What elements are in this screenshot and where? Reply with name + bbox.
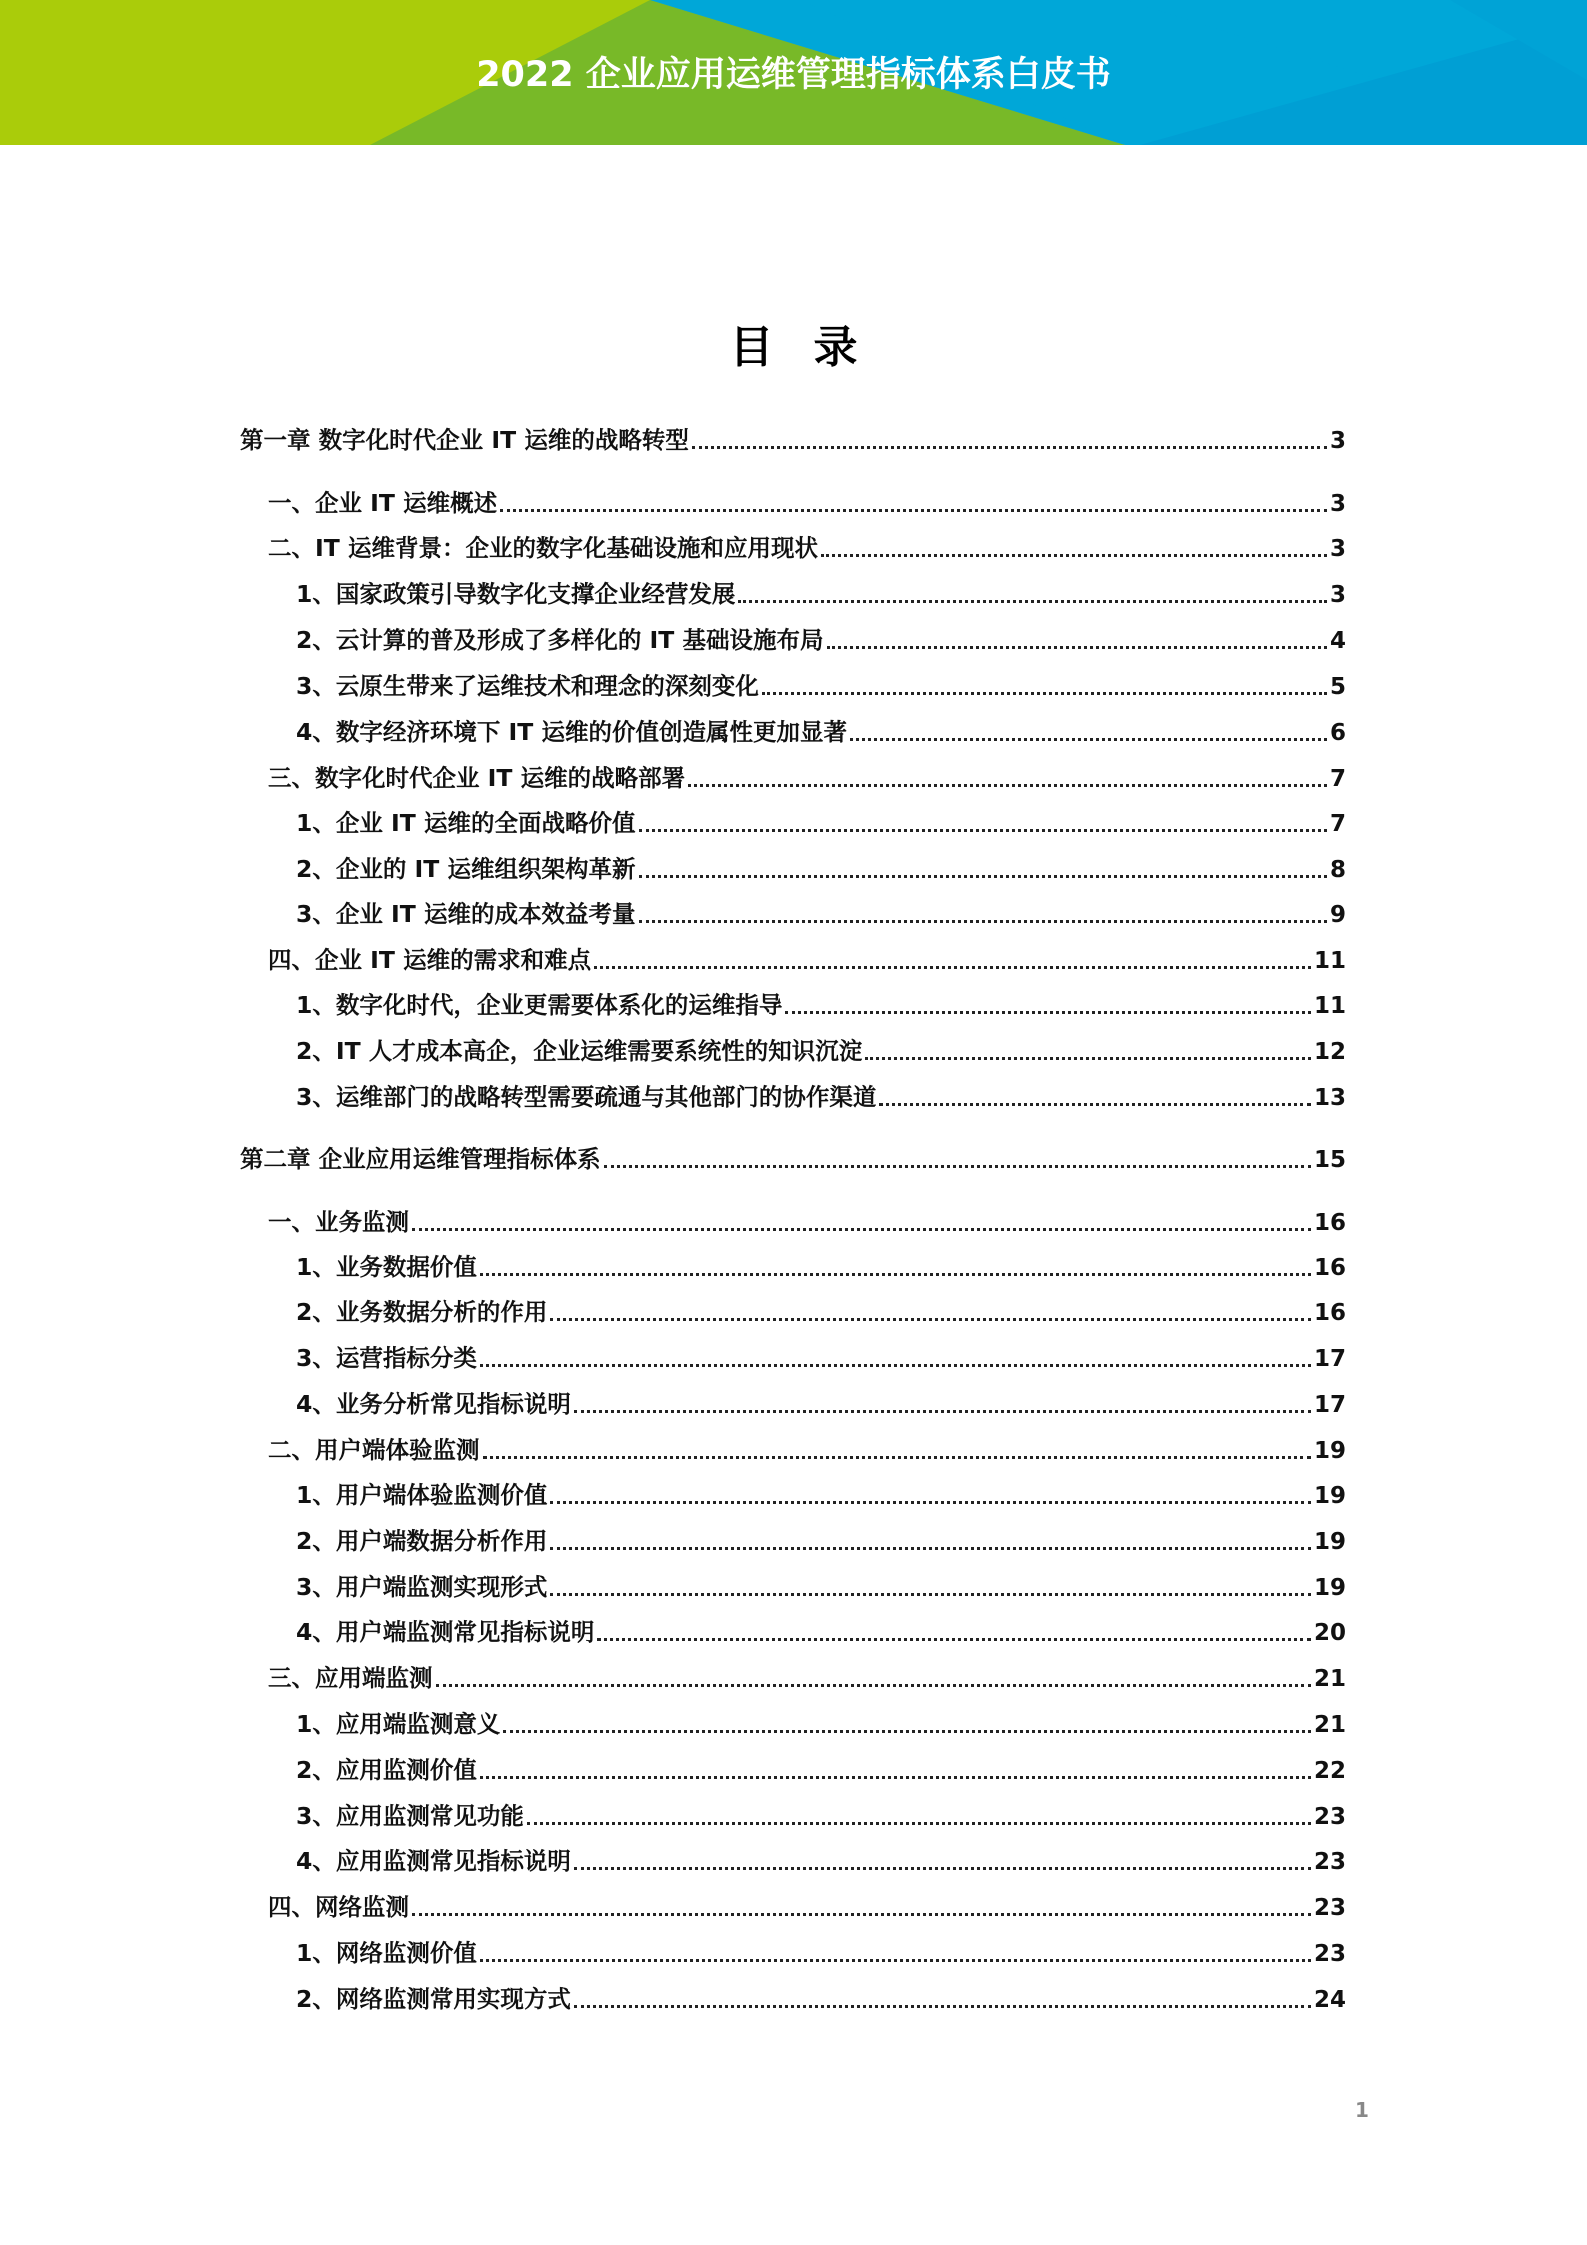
- toc-entry-label: 4、业务分析常见指标说明: [296, 1390, 571, 1418]
- toc-subsection-entry[interactable]: [296, 1035, 1346, 1068]
- dot-leader: [879, 1103, 1311, 1106]
- toc-subsection-entry[interactable]: [296, 1845, 1346, 1878]
- toc-section-entry[interactable]: [268, 944, 1346, 977]
- toc-entry-page: 20: [1313, 1620, 1346, 1646]
- toc-entry-page: 12: [1313, 1039, 1346, 1065]
- toc-section-entry[interactable]: [268, 1206, 1346, 1239]
- toc-subsection-entry[interactable]: [296, 1525, 1346, 1558]
- dot-leader: [597, 1638, 1311, 1641]
- dot-leader: [412, 1228, 1311, 1231]
- toc-subsection-entry[interactable]: [296, 1708, 1346, 1741]
- toc-entry-label: 2、企业的 IT 运维组织架构革新: [296, 855, 636, 883]
- dot-leader: [865, 1057, 1311, 1060]
- dot-leader: [503, 1730, 1311, 1733]
- toc-entry-page: 11: [1313, 948, 1346, 974]
- toc-entry-label: 二、用户端体验监测: [268, 1436, 480, 1464]
- toc-entry-label: 四、企业 IT 运维的需求和难点: [268, 946, 592, 974]
- dot-leader: [639, 920, 1327, 923]
- toc-section-entry[interactable]: [268, 487, 1346, 520]
- toc-subsection-entry[interactable]: [296, 1388, 1346, 1421]
- dot-leader: [762, 692, 1327, 695]
- dot-leader: [785, 1011, 1311, 1014]
- toc-entry-page: 23: [1313, 1804, 1346, 1830]
- page-number: 1: [1355, 2098, 1369, 2122]
- toc-entry-label: 三、数字化时代企业 IT 运维的战略部署: [268, 764, 686, 792]
- toc-entry-page: 5: [1329, 674, 1346, 700]
- toc-entry-label: 1、企业 IT 运维的全面战略价值: [296, 809, 636, 837]
- toc-entry-label: 3、运维部门的战略转型需要疏通与其他部门的协作渠道: [296, 1083, 877, 1111]
- toc-entry-label: 1、业务数据价值: [296, 1253, 477, 1281]
- toc-entry-label: 3、企业 IT 运维的成本效益考量: [296, 900, 636, 928]
- toc-subsection-entry[interactable]: [296, 1251, 1346, 1284]
- toc-entry-page: 17: [1313, 1346, 1346, 1372]
- toc-entry-page: 3: [1329, 536, 1346, 562]
- dot-leader: [527, 1822, 1311, 1825]
- toc-subsection-entry[interactable]: [296, 898, 1346, 931]
- toc-subsection-entry[interactable]: [296, 1479, 1346, 1512]
- toc-entry-page: 11: [1313, 993, 1346, 1019]
- dot-leader: [480, 1273, 1311, 1276]
- toc-entry-label: 第二章 企业应用运维管理指标体系: [240, 1145, 601, 1173]
- toc-entry-page: 16: [1313, 1255, 1346, 1281]
- toc-subsection-entry[interactable]: [296, 1081, 1346, 1114]
- toc-subsection-entry[interactable]: [296, 670, 1346, 703]
- toc-entry-page: 3: [1329, 491, 1346, 517]
- toc-entry-label: 1、用户端体验监测价值: [296, 1481, 548, 1509]
- toc-entry-page: 21: [1313, 1712, 1346, 1738]
- dot-leader: [550, 1593, 1311, 1596]
- toc-subsection-entry[interactable]: [296, 1800, 1346, 1833]
- document-header-banner: [0, 0, 1587, 145]
- toc-entry-page: 19: [1313, 1529, 1346, 1555]
- dot-leader: [483, 1456, 1311, 1459]
- toc-entry-label: 3、用户端监测实现形式: [296, 1573, 548, 1601]
- toc-entry-page: 9: [1329, 902, 1346, 928]
- toc-entry-label: 1、网络监测价值: [296, 1939, 477, 1967]
- toc-section-entry[interactable]: [268, 762, 1346, 795]
- toc-entry-label: 1、应用端监测意义: [296, 1710, 501, 1738]
- toc-entry-label: 4、数字经济环境下 IT 运维的价值创造属性更加显著: [296, 718, 847, 746]
- toc-subsection-entry[interactable]: [296, 1754, 1346, 1787]
- toc-entry-page: 3: [1329, 582, 1346, 608]
- toc-section-entry[interactable]: [268, 1891, 1346, 1924]
- toc-subsection-entry[interactable]: [296, 1937, 1346, 1970]
- dot-leader: [550, 1318, 1311, 1321]
- toc-entry-page: 16: [1313, 1210, 1346, 1236]
- dot-leader: [480, 1776, 1311, 1779]
- toc-section-entry[interactable]: [268, 532, 1346, 565]
- dot-leader: [550, 1547, 1311, 1550]
- toc-entry-page: 22: [1313, 1758, 1346, 1784]
- toc-entry-page: 7: [1329, 766, 1346, 792]
- dot-leader: [738, 600, 1327, 603]
- toc-entry-label: 2、应用监测价值: [296, 1756, 477, 1784]
- toc-subsection-entry[interactable]: [296, 807, 1346, 840]
- toc-entry-page: 23: [1313, 1941, 1346, 1967]
- toc-subsection-entry[interactable]: [296, 1983, 1346, 2016]
- toc-entry-label: 二、IT 运维背景：企业的数字化基础设施和应用现状: [268, 534, 818, 562]
- toc-subsection-entry[interactable]: [296, 1296, 1346, 1329]
- toc-entry-page: 3: [1329, 428, 1346, 454]
- toc-entry-label: 四、网络监测: [268, 1893, 409, 1921]
- toc-entry-page: 17: [1313, 1392, 1346, 1418]
- document-header-title: 2022 企业应用运维管理指标体系白皮书: [476, 55, 1111, 95]
- toc-entry-label: 2、业务数据分析的作用: [296, 1298, 548, 1326]
- toc-entry-page: 13: [1313, 1085, 1346, 1111]
- dot-leader: [692, 446, 1327, 449]
- toc-entry-label: 2、IT 人才成本高企，企业运维需要系统性的知识沉淀: [296, 1037, 863, 1065]
- dot-leader: [827, 646, 1327, 649]
- dot-leader: [850, 738, 1327, 741]
- toc-entry-page: 21: [1313, 1666, 1346, 1692]
- dot-leader: [574, 1410, 1311, 1413]
- toc-entry-label: 1、数字化时代，企业更需要体系化的运维指导: [296, 991, 783, 1019]
- toc-entry-label: 一、企业 IT 运维概述: [268, 489, 498, 517]
- toc-subsection-entry[interactable]: [296, 1571, 1346, 1604]
- toc-entry-label: 一、业务监测: [268, 1208, 409, 1236]
- toc-chapter-entry[interactable]: [240, 424, 1346, 457]
- toc-entry-page: 23: [1313, 1849, 1346, 1875]
- toc-chapter-entry[interactable]: [240, 1143, 1346, 1176]
- toc-entry-page: 8: [1329, 857, 1346, 883]
- dot-leader: [594, 966, 1311, 969]
- dot-leader: [574, 1867, 1311, 1870]
- dot-leader: [639, 875, 1327, 878]
- toc-entry-page: 19: [1313, 1575, 1346, 1601]
- toc-entry-page: 16: [1313, 1300, 1346, 1326]
- toc-entry-label: 三、应用端监测: [268, 1664, 433, 1692]
- toc-subsection-entry[interactable]: [296, 1616, 1346, 1649]
- dot-leader: [500, 509, 1327, 512]
- toc-subsection-entry[interactable]: [296, 578, 1346, 611]
- toc-entry-label: 3、运营指标分类: [296, 1344, 477, 1372]
- toc-entry-label: 4、应用监测常见指标说明: [296, 1847, 571, 1875]
- dot-leader: [574, 2005, 1311, 2008]
- dot-leader: [604, 1165, 1311, 1168]
- toc-subsection-entry[interactable]: [296, 1342, 1346, 1375]
- toc-entry-label: 2、网络监测常用实现方式: [296, 1985, 571, 2013]
- toc-entry-page: 19: [1313, 1438, 1346, 1464]
- dot-leader: [550, 1501, 1311, 1504]
- dot-leader: [821, 554, 1327, 557]
- toc-section-entry[interactable]: [268, 1662, 1346, 1695]
- toc-subsection-entry[interactable]: [296, 853, 1346, 886]
- toc-heading: 目录: [729, 322, 898, 373]
- dot-leader: [639, 829, 1327, 832]
- dot-leader: [688, 784, 1327, 787]
- toc-entry-label: 4、用户端监测常见指标说明: [296, 1618, 595, 1646]
- toc-entry-page: 15: [1313, 1147, 1346, 1173]
- toc-entry-label: 2、云计算的普及形成了多样化的 IT 基础设施布局: [296, 626, 824, 654]
- toc-entry-page: 6: [1329, 720, 1346, 746]
- toc-subsection-entry[interactable]: [296, 989, 1346, 1022]
- toc-subsection-entry[interactable]: [296, 716, 1346, 749]
- toc-entry-page: 23: [1313, 1895, 1346, 1921]
- toc-subsection-entry[interactable]: [296, 624, 1346, 657]
- toc-entry-label: 1、国家政策引导数字化支撑企业经营发展: [296, 580, 736, 608]
- dot-leader: [436, 1684, 1311, 1687]
- toc-section-entry[interactable]: [268, 1434, 1346, 1467]
- toc-entry-page: 19: [1313, 1483, 1346, 1509]
- toc-entry-label: 3、云原生带来了运维技术和理念的深刻变化: [296, 672, 759, 700]
- dot-leader: [480, 1959, 1311, 1962]
- toc-entry-page: 24: [1313, 1987, 1346, 2013]
- toc-entry-label: 第一章 数字化时代企业 IT 运维的战略转型: [240, 426, 689, 454]
- dot-leader: [480, 1364, 1311, 1367]
- toc-entry-label: 3、应用监测常见功能: [296, 1802, 524, 1830]
- toc-entry-page: 7: [1329, 811, 1346, 837]
- toc-entry-page: 4: [1329, 628, 1346, 654]
- dot-leader: [412, 1913, 1311, 1916]
- toc-entry-label: 2、用户端数据分析作用: [296, 1527, 548, 1555]
